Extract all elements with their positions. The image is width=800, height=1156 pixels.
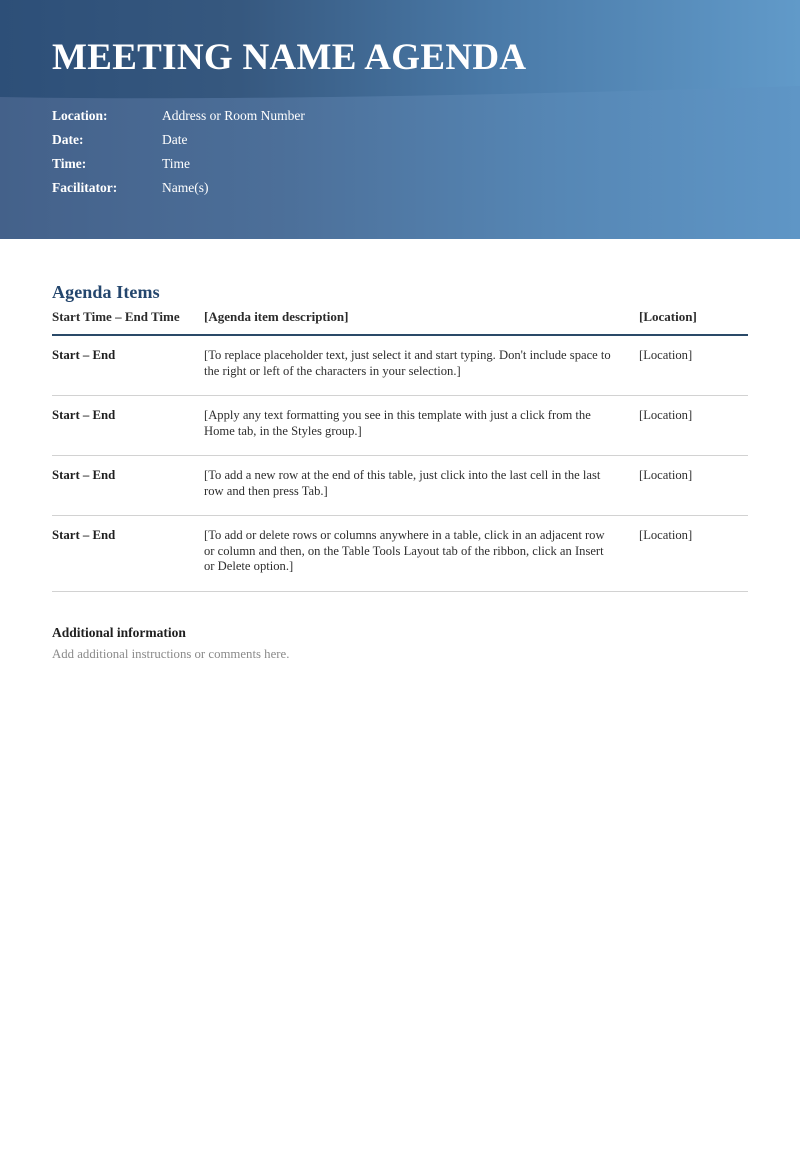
cell-description: [To add a new row at the end of this table, just click into the last cell in the last row and then press Tab.] <box>204 456 639 516</box>
additional-information-note: Add additional instructions or comments here. <box>52 647 290 661</box>
meta-value-location: Address or Room Number <box>162 108 305 123</box>
meta-value-date: Date <box>162 132 188 147</box>
cell-description: [Apply any text formatting you see in this template with just a click from the Home tab, in the Styles group.] <box>204 396 639 456</box>
agenda-items-heading: Agenda Items <box>52 282 160 302</box>
meta-row-facilitator <box>52 176 305 200</box>
column-header-description: [Agenda item description] <box>204 309 639 335</box>
table-row <box>52 456 748 516</box>
meta-label-location: Location: <box>52 108 108 123</box>
page-title: MEETING NAME AGENDA <box>52 37 527 78</box>
table-row <box>52 396 748 456</box>
meeting-meta-table <box>52 104 305 200</box>
agenda-items-table <box>52 309 748 592</box>
column-header-location: [Location] <box>639 309 748 335</box>
additional-information-block <box>52 624 748 663</box>
table-header-row <box>52 309 748 335</box>
meta-row-time <box>52 152 305 176</box>
cell-time: Start – End <box>52 456 204 516</box>
meta-value-time: Time <box>162 156 191 171</box>
cell-location: [Location] <box>639 396 748 456</box>
header-banner <box>0 0 800 239</box>
cell-time: Start – End <box>52 396 204 456</box>
meta-row-date <box>52 128 305 152</box>
table-row <box>52 516 748 592</box>
cell-time: Start – End <box>52 335 204 396</box>
cell-description: [To replace placeholder text, just select it and start typing. Don't include space to the right or left of the characters in your selection.] <box>204 335 639 396</box>
cell-location: [Location] <box>639 516 748 592</box>
column-header-time: Start Time – End Time <box>52 309 204 335</box>
meta-value-facilitator: Name(s) <box>162 180 209 195</box>
meta-row-location <box>52 104 305 128</box>
cell-location: [Location] <box>639 456 748 516</box>
cell-location: [Location] <box>639 335 748 396</box>
additional-information-title: Additional information <box>52 625 186 640</box>
meta-label-date: Date: <box>52 132 84 147</box>
cell-description: [To add or delete rows or columns anywhere in a table, click in an adjacent row or column and then, on the Table Tools Layout tab of the ribbon, click an Insert or Delete option.] <box>204 516 639 592</box>
cell-time: Start – End <box>52 516 204 592</box>
table-row <box>52 335 748 396</box>
meta-label-facilitator: Facilitator: <box>52 180 118 195</box>
meta-label-time: Time: <box>52 156 87 171</box>
